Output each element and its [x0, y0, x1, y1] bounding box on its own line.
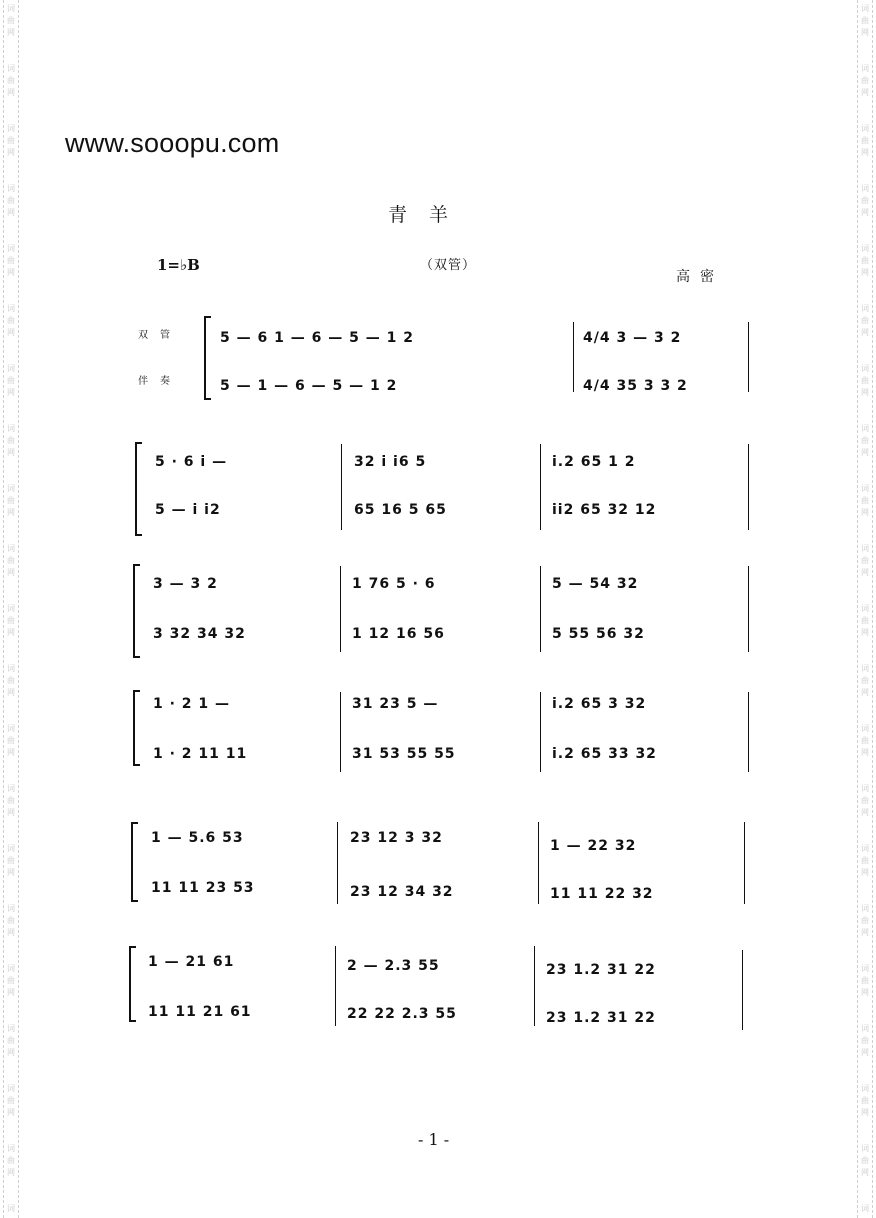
measure-notes: 5 55 56 32 [552, 626, 645, 642]
watermark-glyph: 网 [861, 748, 869, 757]
watermark-glyph: 词 [861, 304, 869, 313]
watermark-glyph: 词 [861, 124, 869, 133]
measure-notes: 11 11 23 53 [151, 880, 255, 896]
watermark-glyph: 词 [7, 1204, 15, 1213]
watermark-glyph: 词 [7, 664, 15, 673]
watermark-glyph: 词 [7, 304, 15, 313]
watermark-glyph: 词 [861, 484, 869, 493]
measure-notes: 5 — 54 32 [552, 576, 639, 592]
measure-notes: 1 — 22 32 [550, 838, 637, 854]
watermark-glyph: 网 [861, 208, 869, 217]
barline [534, 946, 535, 1026]
watermark-glyph: 词 [7, 64, 15, 73]
barline [748, 322, 749, 392]
watermark-glyph: 曲 [7, 796, 15, 805]
measure-notes: 1 12 16 56 [352, 626, 445, 642]
barline [335, 946, 336, 1026]
watermark-glyph: 曲 [861, 796, 869, 805]
watermark-glyph: 曲 [7, 1156, 15, 1165]
measure-notes: 5 — i i2 [155, 502, 221, 518]
watermark-glyph: 曲 [861, 196, 869, 205]
measure-notes: 23 12 3 32 [350, 830, 443, 846]
measure-notes: 2 — 2.3 55 [347, 958, 440, 974]
measure-notes: 65 16 5 65 [354, 502, 447, 518]
watermark-glyph: 网 [861, 1108, 869, 1117]
watermark-glyph: 曲 [7, 436, 15, 445]
barline [540, 692, 541, 772]
measure-notes: 1 · 2 11 11 [153, 746, 248, 762]
watermark-glyph: 网 [861, 628, 869, 637]
watermark-glyph: 网 [7, 208, 15, 217]
system-brace [135, 442, 142, 536]
watermark-glyph: 曲 [7, 856, 15, 865]
watermark-glyph: 词 [861, 844, 869, 853]
watermark-glyph: 网 [861, 508, 869, 517]
measure-notes: i.2 65 33 32 [552, 746, 657, 762]
watermark-glyph: 网 [7, 148, 15, 157]
watermark-glyph: 词 [7, 904, 15, 913]
page-title: 青羊 [388, 204, 471, 226]
watermark-glyph: 曲 [861, 376, 869, 385]
watermark-glyph: 词 [861, 424, 869, 433]
barline [744, 822, 745, 904]
barline [538, 822, 539, 904]
watermark-glyph: 网 [861, 568, 869, 577]
watermark-glyph: 网 [861, 328, 869, 337]
watermark-glyph: 曲 [861, 1036, 869, 1045]
barline [341, 444, 342, 530]
watermark-glyph: 网 [7, 568, 15, 577]
watermark-glyph: 词 [7, 784, 15, 793]
barline [742, 950, 743, 1030]
barline [748, 444, 749, 530]
watermark-glyph: 网 [861, 1048, 869, 1057]
system-brace [129, 946, 136, 1022]
watermark-glyph: 曲 [7, 196, 15, 205]
watermark-glyph: 词 [861, 364, 869, 373]
measure-notes: 1 — 21 61 [148, 954, 235, 970]
watermark-glyph: 词 [861, 544, 869, 553]
watermark-glyph: 网 [861, 808, 869, 817]
measure-notes: 4/4 35 3 3 2 [583, 378, 688, 394]
part-label-top: 双管 [138, 330, 182, 341]
barline [340, 566, 341, 652]
measure-notes: 11 11 22 32 [550, 886, 654, 902]
barline [540, 444, 541, 530]
watermark-glyph: 词 [861, 964, 869, 973]
measure-notes: 23 1.2 31 22 [546, 962, 656, 978]
watermark-glyph: 词 [861, 1204, 869, 1213]
watermark-glyph: 词 [7, 724, 15, 733]
watermark-glyph: 曲 [861, 556, 869, 565]
watermark-glyph: 网 [7, 1168, 15, 1177]
watermark-glyph: 词 [861, 1024, 869, 1033]
watermark-glyph: 网 [7, 268, 15, 277]
watermark-glyph: 网 [7, 868, 15, 877]
watermark-glyph: 曲 [861, 856, 869, 865]
subtitle: （双管） [420, 258, 477, 273]
measure-notes: i.2 65 3 32 [552, 696, 647, 712]
watermark-glyph: 词 [861, 184, 869, 193]
measure-notes: 32 i i6 5 [354, 454, 427, 470]
watermark-glyph: 曲 [7, 76, 15, 85]
watermark-glyph: 曲 [861, 736, 869, 745]
measure-notes: 1 — 5.6 53 [151, 830, 244, 846]
watermark-glyph: 词 [7, 484, 15, 493]
watermark-glyph: 曲 [7, 556, 15, 565]
watermark-glyph: 词 [861, 784, 869, 793]
watermark-glyph: 词 [7, 544, 15, 553]
barline [540, 566, 541, 652]
watermark-glyph: 词 [7, 964, 15, 973]
watermark-glyph: 词 [7, 184, 15, 193]
key-signature: 1=♭B [157, 256, 200, 274]
measure-notes: 3 — 3 2 [153, 576, 218, 592]
watermark-glyph: 曲 [861, 676, 869, 685]
watermark-glyph: 曲 [861, 1156, 869, 1165]
barline [340, 692, 341, 772]
watermark-glyph: 网 [7, 28, 15, 37]
watermark-glyph: 曲 [861, 256, 869, 265]
measure-notes: 23 12 34 32 [350, 884, 454, 900]
measure-notes: 31 53 55 55 [352, 746, 456, 762]
watermark-glyph: 词 [7, 1144, 15, 1153]
watermark-glyph: 网 [7, 688, 15, 697]
watermark-glyph: 网 [861, 1168, 869, 1177]
watermark-glyph: 词 [861, 664, 869, 673]
watermark-glyph: 词 [7, 604, 15, 613]
measure-notes: 1 · 2 1 — [153, 696, 231, 712]
watermark-glyph: 词 [7, 244, 15, 253]
watermark-glyph: 曲 [7, 616, 15, 625]
watermark-glyph: 词 [7, 1024, 15, 1033]
measure-notes: 23 1.2 31 22 [546, 1010, 656, 1026]
page-number: - 1 - [418, 1130, 450, 1149]
watermark-glyph: 词 [861, 64, 869, 73]
watermark-glyph: 曲 [7, 976, 15, 985]
watermark-column-right [857, 0, 873, 1218]
watermark-glyph: 词 [861, 4, 869, 13]
system-brace [131, 822, 138, 902]
watermark-glyph: 网 [7, 328, 15, 337]
watermark-glyph: 词 [7, 1084, 15, 1093]
watermark-glyph: 网 [7, 1108, 15, 1117]
watermark-glyph: 曲 [861, 76, 869, 85]
system-brace [133, 564, 140, 658]
measure-notes: 1 76 5 · 6 [352, 576, 436, 592]
watermark-glyph: 曲 [7, 1036, 15, 1045]
watermark-glyph: 曲 [7, 376, 15, 385]
watermark-glyph: 曲 [7, 316, 15, 325]
watermark-glyph: 网 [861, 148, 869, 157]
watermark-glyph: 词 [7, 364, 15, 373]
watermark-glyph: 曲 [861, 316, 869, 325]
system-brace [204, 316, 211, 400]
watermark-glyph: 曲 [7, 916, 15, 925]
watermark-glyph: 词 [7, 844, 15, 853]
watermark-glyph: 网 [7, 748, 15, 757]
watermark-glyph: 曲 [861, 916, 869, 925]
watermark-glyph: 网 [7, 448, 15, 457]
watermark-glyph: 曲 [7, 496, 15, 505]
barline [573, 322, 574, 392]
part-label-bottom: 伴奏 [138, 376, 182, 387]
barline [748, 566, 749, 652]
watermark-glyph: 网 [7, 628, 15, 637]
watermark-glyph: 网 [861, 688, 869, 697]
measure-notes: 5 · 6 i — [155, 454, 228, 470]
watermark-glyph: 词 [7, 124, 15, 133]
system-brace [133, 690, 140, 766]
watermark-column-left [3, 0, 19, 1218]
watermark-glyph: 网 [861, 28, 869, 37]
barline [337, 822, 338, 904]
watermark-glyph: 网 [7, 928, 15, 937]
watermark-glyph: 词 [7, 424, 15, 433]
watermark-glyph: 曲 [861, 16, 869, 25]
watermark-glyph: 网 [861, 88, 869, 97]
measure-notes: 5 — 6 1 — 6 — 5 — 1 2 [220, 330, 414, 346]
watermark-glyph: 词 [861, 244, 869, 253]
watermark-glyph: 曲 [861, 436, 869, 445]
watermark-glyph: 曲 [861, 496, 869, 505]
measure-notes: 3 32 34 32 [153, 626, 246, 642]
watermark-glyph: 曲 [7, 16, 15, 25]
watermark-glyph: 曲 [861, 1096, 869, 1105]
watermark-glyph: 曲 [861, 976, 869, 985]
watermark-glyph: 网 [7, 808, 15, 817]
watermark-glyph: 词 [861, 904, 869, 913]
site-url: www.sooopu.com [65, 128, 280, 158]
watermark-glyph: 词 [861, 1144, 869, 1153]
watermark-glyph: 曲 [7, 736, 15, 745]
watermark-glyph: 网 [861, 388, 869, 397]
watermark-glyph: 词 [861, 724, 869, 733]
watermark-glyph: 网 [7, 508, 15, 517]
watermark-glyph: 网 [861, 448, 869, 457]
watermark-glyph: 网 [7, 88, 15, 97]
watermark-glyph: 网 [861, 988, 869, 997]
watermark-glyph: 曲 [7, 136, 15, 145]
watermark-glyph: 词 [861, 1084, 869, 1093]
watermark-glyph: 曲 [7, 1096, 15, 1105]
measure-notes: ii2 65 32 12 [552, 502, 657, 518]
watermark-glyph: 曲 [7, 256, 15, 265]
watermark-glyph: 曲 [861, 616, 869, 625]
watermark-glyph: 曲 [7, 676, 15, 685]
barline [748, 692, 749, 772]
measure-notes: 31 23 5 — [352, 696, 439, 712]
watermark-glyph: 网 [861, 868, 869, 877]
measure-notes: 4/4 3 — 3 2 [583, 330, 682, 346]
watermark-glyph: 网 [7, 388, 15, 397]
composer: 高密 [676, 269, 724, 285]
watermark-glyph: 网 [7, 1048, 15, 1057]
watermark-glyph: 词 [861, 604, 869, 613]
watermark-glyph: 网 [7, 988, 15, 997]
measure-notes: 5 — 1 — 6 — 5 — 1 2 [220, 378, 398, 394]
measure-notes: i.2 65 1 2 [552, 454, 636, 470]
measure-notes: 22 22 2.3 55 [347, 1006, 457, 1022]
watermark-glyph: 网 [861, 928, 869, 937]
watermark-glyph: 曲 [861, 136, 869, 145]
watermark-glyph: 网 [861, 268, 869, 277]
watermark-glyph: 词 [7, 4, 15, 13]
measure-notes: 11 11 21 61 [148, 1004, 252, 1020]
